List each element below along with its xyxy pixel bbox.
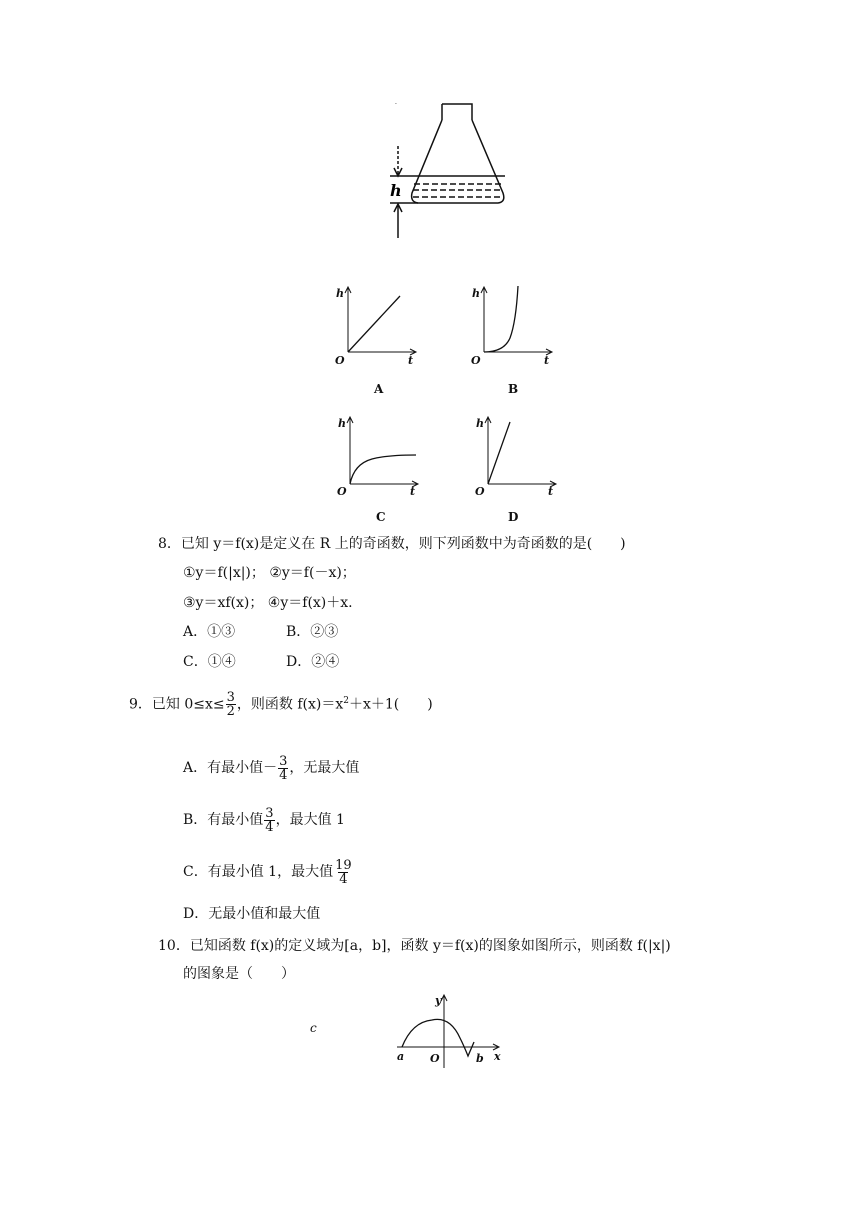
- q8-line1: ①y＝f(|x|)； ②y＝f(－x)；: [183, 565, 356, 581]
- graph-b: [466, 282, 566, 372]
- svg-text:a: a: [397, 1050, 405, 1063]
- svg-text:O: O: [337, 485, 347, 498]
- q8-option-d: D．②④: [286, 654, 340, 670]
- q10-line1: 10．已知函数 f(x)的定义域为[a，b]，函数 y＝f(x)的图象如图所示，则函数 f(|x|): [158, 938, 671, 954]
- svg-text:t: t: [548, 485, 554, 498]
- q8-option-a: A．①③: [183, 624, 236, 640]
- q8-stem: 8．已知 y＝f(x)是定义在 R 上的奇函数，则下列函数中为奇函数的是( ): [158, 536, 626, 552]
- graph-a: [330, 282, 430, 372]
- flask-figure: [380, 98, 520, 243]
- q8-line2: ③y＝xf(x)； ④y＝f(x)＋x.: [183, 595, 353, 611]
- q10-figure: [392, 990, 507, 1070]
- caption-d: D: [508, 510, 519, 524]
- q8-option-c: C．①④: [183, 654, 236, 670]
- svg-text:O: O: [430, 1052, 440, 1065]
- q8-option-b: B．②③: [286, 624, 339, 640]
- svg-text:h: h: [476, 417, 484, 430]
- svg-text:t: t: [410, 485, 416, 498]
- q9-option-a: A．有最小值－ $\frac{3}{4}$ ，无最大值: [183, 753, 360, 783]
- q9-option-d: D．无最小值和最大值: [183, 906, 321, 922]
- graph-d: [470, 412, 570, 502]
- q9-fraction: $\frac{3}{2}$: [226, 690, 235, 720]
- graph-c-curve: [350, 455, 416, 484]
- q10-stray-c: c: [310, 1021, 317, 1035]
- graph-c: [332, 412, 432, 502]
- caption-b: B: [508, 382, 519, 396]
- svg-text:b: b: [476, 1052, 484, 1065]
- svg-text:O: O: [475, 485, 485, 498]
- svg-text:h: h: [472, 287, 480, 300]
- graph-a-curve: [348, 296, 400, 352]
- flask-neck: [442, 104, 472, 120]
- q9-option-b: B．有最小值 $\frac{3}{4}$ ，最大值 1: [183, 805, 345, 835]
- svg-text:t: t: [408, 354, 414, 367]
- svg-text:O: O: [471, 354, 481, 367]
- svg-text:.: .: [395, 99, 397, 106]
- svg-text:h: h: [336, 287, 344, 300]
- caption-c: C: [376, 510, 386, 524]
- flask-h-label: h: [390, 181, 402, 200]
- q10-curve: [402, 1019, 474, 1056]
- svg-text:h: h: [338, 417, 346, 430]
- svg-text:y: y: [435, 994, 442, 1007]
- q10-line2: 的图象是（ ）: [183, 966, 295, 982]
- svg-text:x: x: [494, 1050, 501, 1063]
- caption-a: A: [374, 382, 384, 396]
- graph-b-curve: [484, 286, 518, 352]
- graph-d-curve: [488, 422, 510, 484]
- svg-text:O: O: [335, 354, 345, 367]
- q9-option-c: C．有最小值 1，最大值 $\frac{19}{4}$: [183, 857, 352, 887]
- svg-text:t: t: [544, 354, 550, 367]
- q9-stem: 9．已知 0≤x≤ $\frac{3}{2}$ ，则函数 $f(x)=x^2+x+1$( ): [129, 690, 433, 720]
